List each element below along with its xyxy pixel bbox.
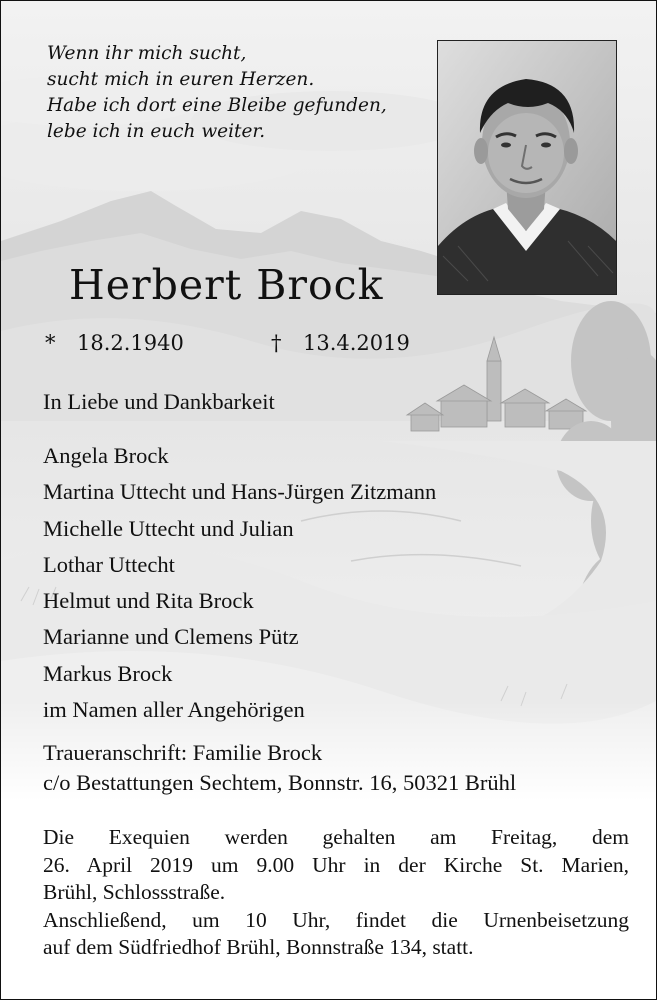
service-line: auf dem Südfriedhof Brühl, Bonnstraße 134, statt. <box>43 935 474 960</box>
address-line: c/o Bestattungen Sechtem, Bonnstr. 16, 50321 Brühl <box>43 770 517 795</box>
service-announcement <box>43 824 629 962</box>
memorial-poem <box>47 41 387 145</box>
deceased-name: Herbert Brock <box>69 261 384 309</box>
list-item: im Namen aller Angehörigen <box>43 697 305 723</box>
list-item: Angela Brock <box>43 443 169 468</box>
death-date: 13.4.2019 <box>303 331 410 355</box>
life-dates <box>1 331 656 361</box>
address-line: Traueranschrift: Familie Brock <box>43 740 323 765</box>
poem-line: lebe ich in euch weiter. <box>47 121 266 142</box>
list-item: Michelle Uttecht und Julian <box>43 515 294 541</box>
poem-line: sucht mich in euren Herzen. <box>47 69 315 90</box>
service-line: 26. April 2019 um 9.00 Uhr in der Kirche St. Marien, <box>43 852 629 877</box>
mourners-list <box>43 438 436 728</box>
birth-date: 18.2.1940 <box>77 331 184 355</box>
portrait-photo <box>437 40 617 295</box>
poem-line: Wenn ihr mich sucht, <box>47 43 247 64</box>
list-item: Markus Brock <box>43 660 173 686</box>
birth-star-icon: * <box>45 331 56 355</box>
poem-line: Habe ich dort eine Bleibe gefunden, <box>47 95 387 116</box>
mourning-address <box>43 738 516 798</box>
service-line: Anschließend, um 10 Uhr, findet die Urnenbeisetzung <box>43 907 629 932</box>
list-item: Martina Uttecht und Hans-Jürgen Zitzmann <box>43 479 437 505</box>
death-cross-icon: † <box>271 331 282 355</box>
list-item: Marianne und Clemens Pütz <box>43 624 299 650</box>
birth-date-group <box>45 331 184 355</box>
dedication: In Liebe und Dankbarkeit <box>43 389 275 414</box>
service-line: Brühl, Schlossstraße. <box>43 880 226 905</box>
service-line: Die Exequien werden gehalten am Freitag, dem <box>43 825 629 849</box>
death-date-group <box>271 331 410 355</box>
list-item: Helmut und Rita Brock <box>43 588 254 614</box>
list-item: Lothar Uttecht <box>43 551 175 577</box>
